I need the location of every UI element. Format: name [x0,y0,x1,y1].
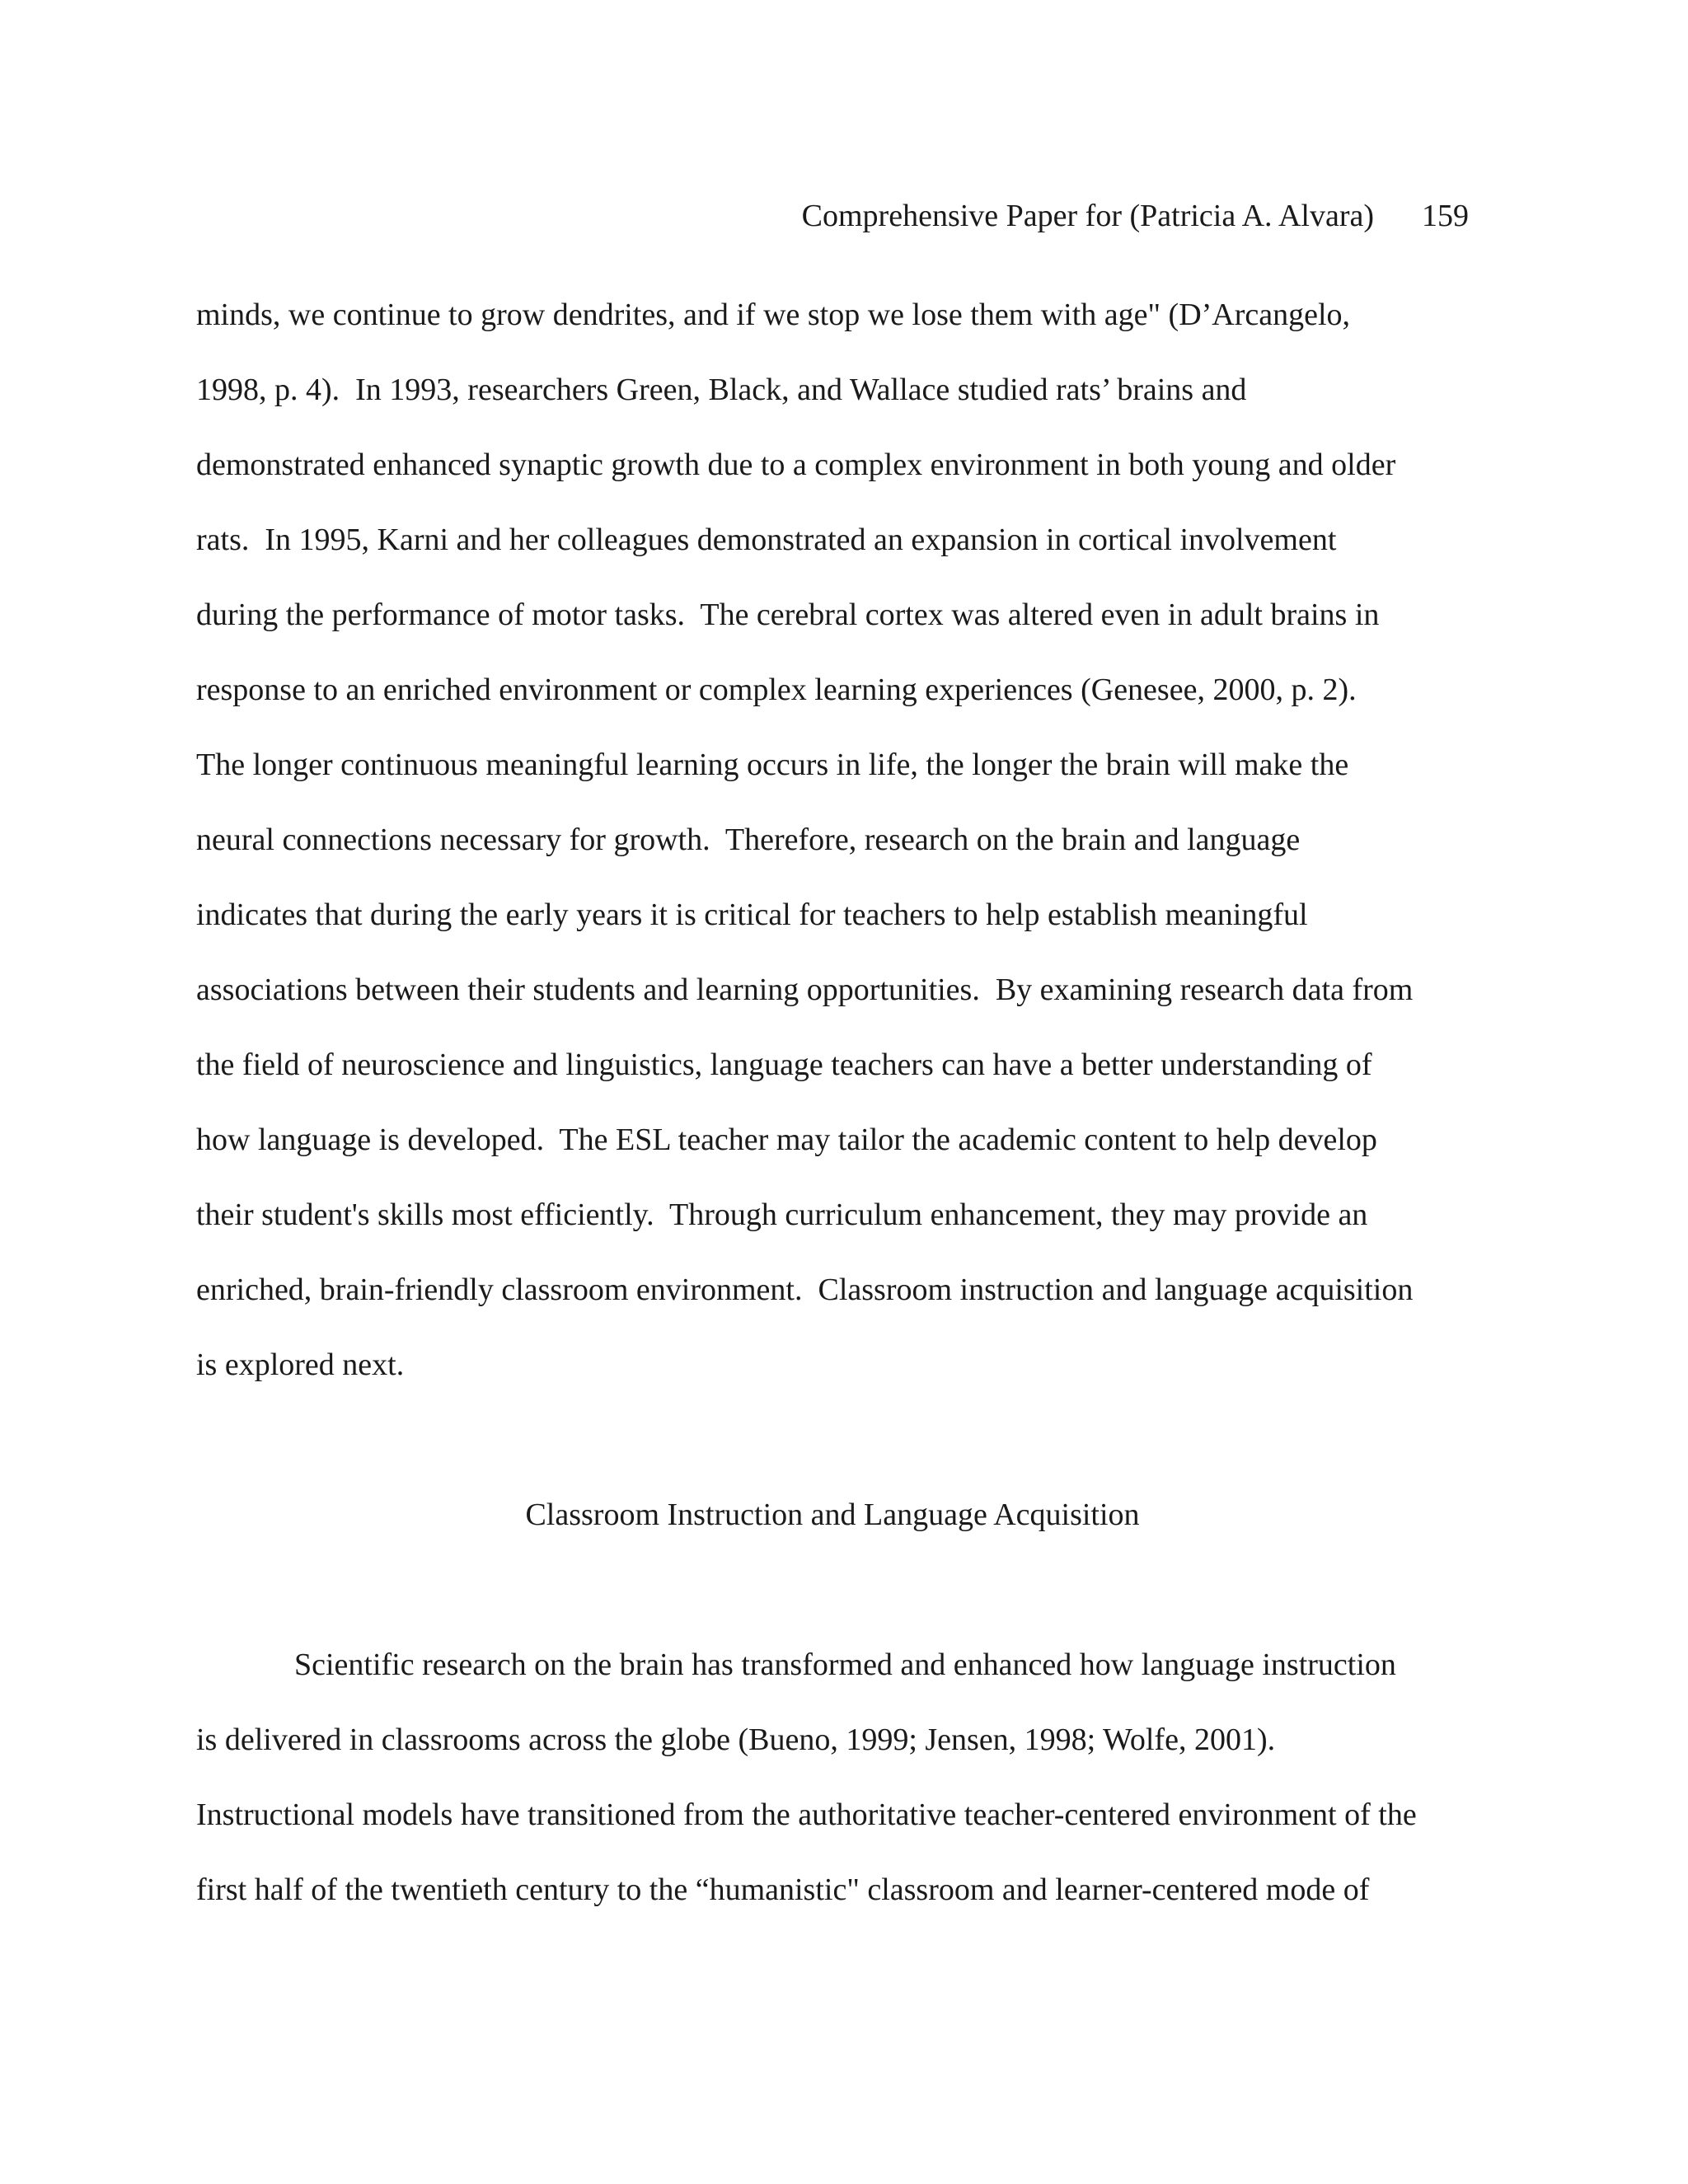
body-line: is explored next. [196,1347,405,1382]
body-line: demonstrated enhanced synaptic growth due to a complex environment in both young and older [196,448,1396,482]
body-line: minds, we continue to grow dendrites, and if we stop we lose them with age" (D’Arcangelo, [196,298,1351,332]
body-line: the field of neuroscience and linguistics, language teachers can have a better understanding of [196,1047,1372,1082]
body-line: Scientific research on the brain has transformed and enhanced how language instruction [294,1647,1396,1682]
body-line: response to an enriched environment or complex learning experiences (Genesee, 2000, p. 2). [196,673,1357,707]
body-line: how language is developed. The ESL teacher may tailor the academic content to help develop [196,1122,1377,1157]
body-line: enriched, brain-friendly classroom environment. Classroom instruction and language acquisition [196,1272,1414,1307]
body-line: 1998, p. 4). In 1993, researchers Green, Black, and Wallace studied rats’ brains and [196,373,1247,407]
running-head: Comprehensive Paper for (Patricia A. Alvara) [801,199,1374,233]
body-line: associations between their students and learning opportunities. By examining research data from [196,972,1414,1007]
body-line: The longer continuous meaningful learning occurs in life, the longer the brain will make the [196,748,1349,782]
body-line: indicates that during the early years it is critical for teachers to help establish meaningful [196,898,1308,932]
section-heading: Classroom Instruction and Language Acquisition [525,1497,1140,1532]
body-line: Instructional models have transitioned from the authoritative teacher-centered environment of the [196,1797,1417,1832]
body-line: their student's skills most efficiently. Through curriculum enhancement, they may provide an [196,1197,1368,1232]
body-line: during the performance of motor tasks. The cerebral cortex was altered even in adult brains in [196,598,1380,632]
body-line: neural connections necessary for growth. Therefore, research on the brain and language [196,823,1301,857]
page-header [0,194,1469,237]
body-line: rats. In 1995, Karni and her colleagues demonstrated an expansion in cortical involvement [196,523,1337,557]
body-line: first half of the twentieth century to the “humanistic" classroom and learner-centered mode of [196,1872,1370,1907]
page-number: 159 [1422,199,1469,233]
body-line: is delivered in classrooms across the globe (Bueno, 1999; Jensen, 1998; Wolfe, 2001). [196,1722,1276,1757]
